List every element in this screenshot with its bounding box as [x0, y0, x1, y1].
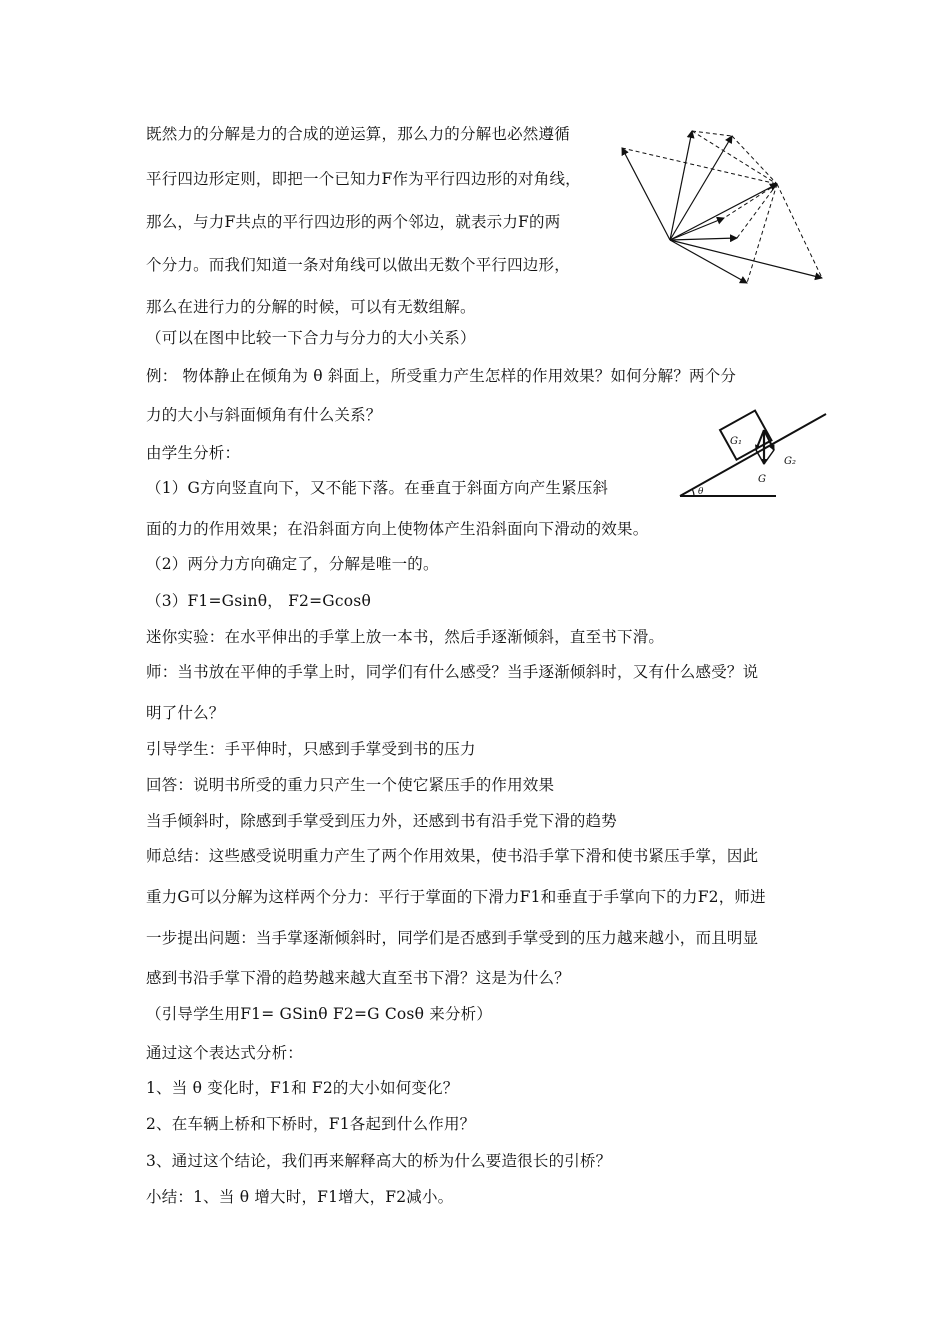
angle-arc: [692, 489, 694, 496]
experiment-line-5: 回答：说明书所受的重力只产生一个使它紧压手的作用效果: [146, 776, 555, 794]
experiment-line-8: 重力G可以分解为这样两个分力：平行于掌面的下滑力F1和垂直于手掌向下的力F2，师进: [146, 888, 766, 906]
example-line-2: 力的大小与斜面倾角有什么关系？: [146, 406, 382, 424]
experiment-line-6: 当手倾斜时，除感到手掌受到压力外，还感到书有沿手党下滑的趋势: [146, 812, 618, 830]
experiment-line-9: 一步提出问题：当手掌逐渐倾斜时，同学们是否感到手掌受到的压力越来越小，而且明显: [146, 929, 759, 947]
example-line-5: 面的力的作用效果；在沿斜面方向上使物体产生沿斜面向下滑动的效果。: [146, 520, 649, 538]
intro-line-1: 既然力的分解是力的合成的逆运算，那么力的分解也必然遵循: [146, 125, 570, 143]
intro-line-2: 平行四边形定则，即把一个已知力F作为平行四边形的对角线，: [146, 170, 581, 188]
experiment-line-13: 1、当 θ 变化时，F1和 F2的大小如何变化？: [146, 1079, 459, 1097]
experiment-line-7: 师总结：这些感受说明重力产生了两个作用效果，使书沿手掌下滑和使书紧压手掌，因此: [146, 847, 759, 865]
incline-figure: [676, 392, 828, 500]
example-line-1: 例： 物体静止在倾角为 θ 斜面上，所受重力产生怎样的作用效果？如何分解？两个分: [146, 367, 737, 385]
experiment-line-10: 感到书沿手掌下滑的趋势越来越大直至书下滑？这是为什么？: [146, 969, 570, 987]
parallelogram-figure: [612, 118, 834, 296]
intro-line-5: 那么在进行力的分解的时候，可以有无数组解。: [146, 298, 476, 316]
example-line-6: （2）两分力方向确定了，分解是唯一的。: [146, 555, 439, 573]
example-line-3: 由学生分析：: [146, 444, 241, 462]
experiment-line-3: 明了什么？: [146, 704, 225, 722]
experiment-line-2: 师：当书放在平伸的手掌上时，同学们有什么感受？当手逐渐倾斜时，又有什么感受？说: [146, 663, 759, 681]
experiment-line-11: （引导学生用F1= GSinθ F2=G Cosθ 来分析）: [146, 1005, 493, 1023]
experiment-line-14: 2、在车辆上桥和下桥时，F1各起到什么作用？: [146, 1115, 476, 1133]
g1-label: G₁: [730, 436, 742, 447]
experiment-line-15: 3、通过这个结论，我们再来解释高大的桥为什么要造很长的引桥？: [146, 1152, 612, 1170]
g-label: G: [758, 474, 766, 485]
example-line-7: （3）F1=Gsinθ， F2=Gcosθ: [146, 592, 371, 610]
intro-line-6: （可以在图中比较一下合力与分力的大小关系）: [146, 329, 476, 347]
intro-line-4: 个分力。而我们知道一条对角线可以做出无数个平行四边形，: [146, 256, 570, 274]
g2-label: G₂: [784, 456, 796, 467]
example-line-4: （1）G方向竖直向下，又不能下落。在垂直于斜面方向产生紧压斜: [146, 479, 609, 497]
experiment-line-12: 通过这个表达式分析：: [146, 1044, 304, 1062]
force-arrows: [622, 131, 822, 283]
intro-line-3: 那么，与力F共点的平行四边形的两个邻边，就表示力F的两: [146, 213, 561, 231]
experiment-line-16: 小结：1、当 θ 增大时，F1增大，F2减小。: [146, 1188, 454, 1206]
experiment-line-1: 迷你实验：在水平伸出的手掌上放一本书，然后手逐渐倾斜，直至书下滑。: [146, 628, 665, 646]
theta-label: θ: [698, 487, 704, 497]
experiment-line-4: 引导学生：手平伸时，只感到手掌受到书的压力: [146, 740, 476, 758]
